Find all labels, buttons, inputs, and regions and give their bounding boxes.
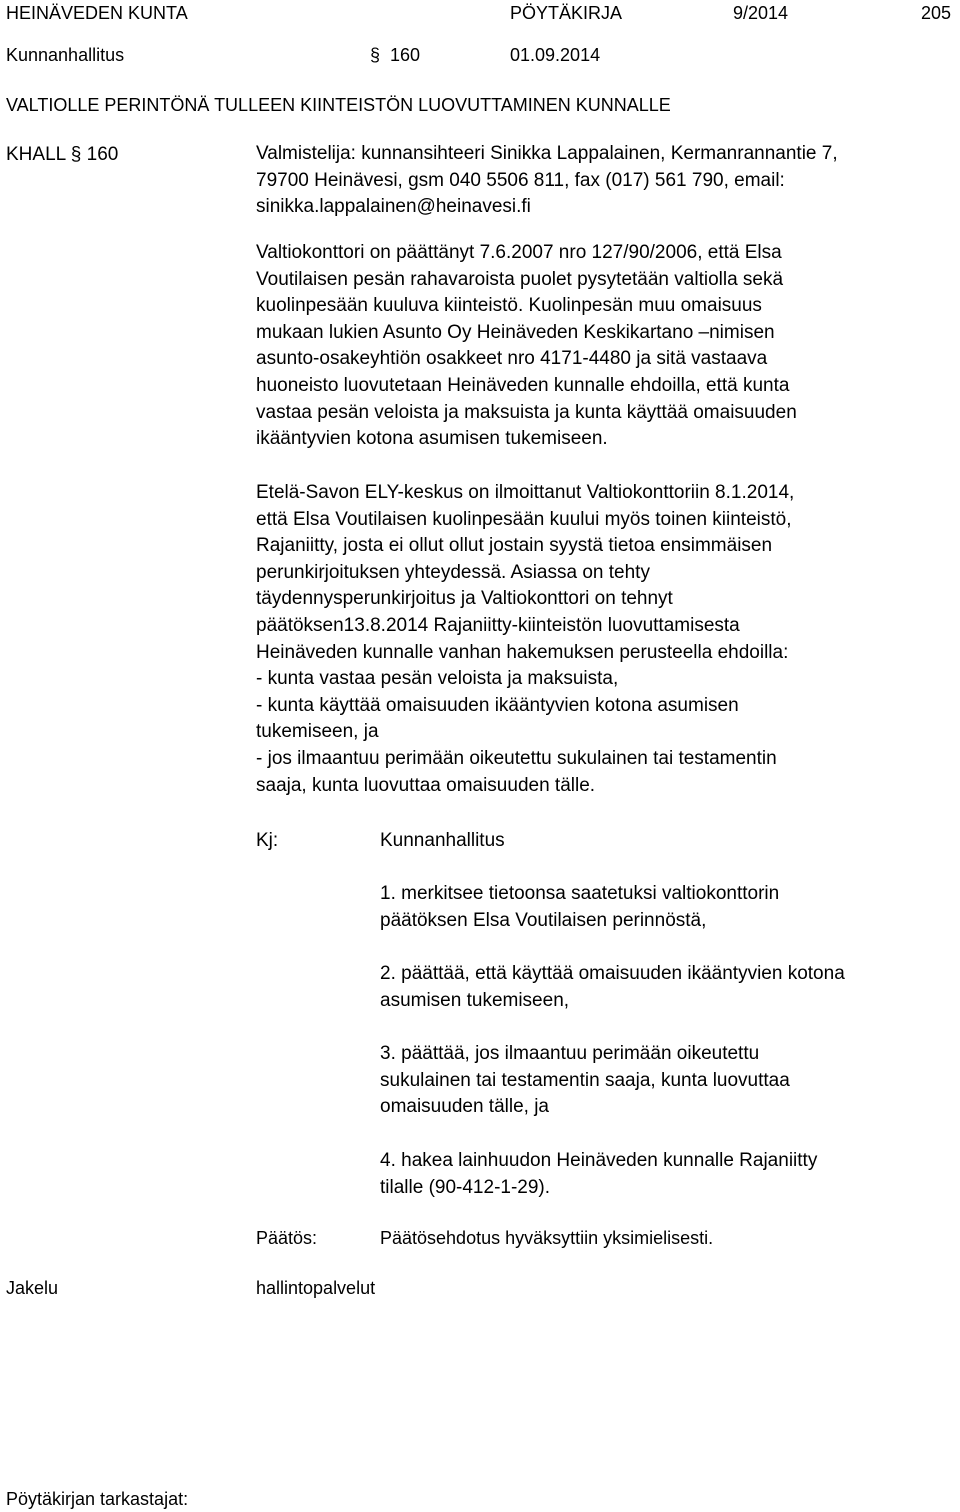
header-date: 01.09.2014 [510, 45, 601, 65]
proposal-item-3: 3. päättää, jos ilmaantuu perimään oikeutettu sukulainen tai testamentin saaja, kunta luovuttaa omaisuuden tälle, ja [380, 1043, 790, 1118]
header-issue: 9/2014 [733, 3, 789, 23]
proposal-item-2: 2. päättää, että käyttää omaisuuden ikääntyvien kotona asumisen tukemiseen, [380, 963, 845, 1011]
page-title: VALTIOLLE PERINTÖNÄ TULLEEN KIINTEISTÖN LUOVUTTAMINEN KUNNALLE [6, 95, 671, 115]
header-page-number: 205 [921, 3, 952, 23]
distribution-label: Jakelu [6, 1278, 59, 1298]
proposal-item-4: 4. hakea lainhuudon Heinäveden kunnalle Rajaniitty tilalle (90-412-1-29). [380, 1150, 818, 1198]
section-symbol: § [370, 45, 381, 65]
proposal-item-1: 1. merkitsee tietoonsa saatetuksi valtiokonttorin päätöksen Elsa Voutilaisen perinnöstä, [380, 883, 780, 931]
proposal-body: Kunnanhallitus [380, 830, 505, 851]
decision-label: Päätös: [256, 1228, 318, 1248]
section-number: 160 [390, 45, 421, 65]
header-board: Kunnanhallitus [6, 45, 125, 65]
paragraph-1: Valtiokonttori on päättänyt 7.6.2007 nro 127/90/2006, että Elsa Voutilaisen pesän rahavaroista puolet pysytetään valtiolla sekä kuolinpesään kuuluva kiinteistö. Kuolinpesän muu omaisuus mukaan lukien Asunto Oy Heinäveden Keskikartano –nimisen asunto-osakeyhtiön osakkeet nro 4171-4480 ja sitä vastaava huoneisto luovutetaan Heinäveden kunnalle ehdoilla, että kunta vastaa pesän veloista ja maksuista ja kunta käyttää omaisuuden ikääntyvien kotona asumisen tukemiseen. [256, 242, 797, 450]
distribution-value: hallintopalvelut [256, 1278, 376, 1298]
decision-text: Päätösehdotus hyväksyttiin yksimielisesti. [380, 1228, 714, 1248]
paragraph-2: Etelä-Savon ELY-keskus on ilmoittanut Valtiokonttoriin 8.1.2014, että Elsa Voutilaisen kuolinpesään kuului myös toinen kiinteistö, Rajaniitty, josta ei ollut ollut jostain syystä tietoa ensimmäisen perunkirjoituksen yhteydessä. Asiassa on tehty täydennysperunkirjoitus ja Valtiokonttori on tehnyt päätöksen13.8.2014 Rajaniitty-kiinteistön luovuttamisesta Heinäveden kunnalle vanhan hakemuksen perusteella ehdoilla: - kunta vastaa pesän veloista ja maksuista, - kunta käyttää omaisuuden ikääntyvien kotona asumisen tukemiseen, ja - jos ilmaantuu perimään oikeutettu sukulainen tai testamentin saaja, kunta luovuttaa omaisuuden tälle. [256, 482, 795, 796]
header-doc-type: PÖYTÄKIRJA [510, 3, 623, 23]
section-label: KHALL § 160 [6, 144, 119, 165]
proposal-label: Kj: [256, 830, 279, 851]
header-municipality: HEINÄVEDEN KUNTA [6, 3, 188, 23]
header-section [370, 44, 420, 66]
footer-reviewers-label: Pöytäkirjan tarkastajat: [6, 1489, 189, 1509]
preparer-block: Valmistelija: kunnansihteeri Sinikka Lappalainen, Kermanrannantie 7, 79700 Heinävesi, gsm 040 5506 811, fax (017) 561 790, email: sinikka.lappalainen@heinavesi.fi [256, 143, 838, 218]
